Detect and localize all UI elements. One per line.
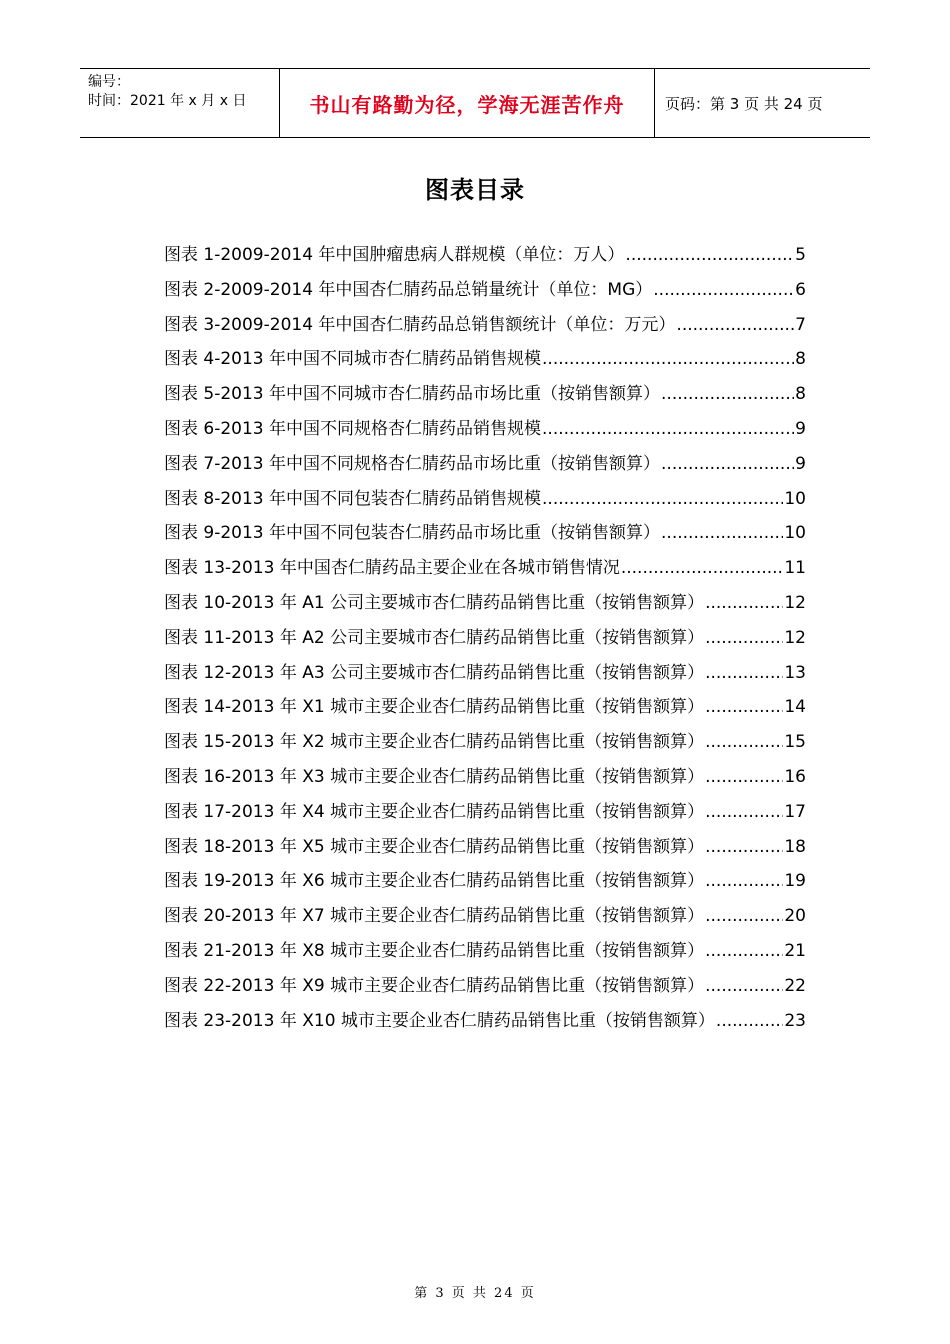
toc-entry-label: 图表 10-2013 年 A1 公司主要城市杏仁腈药品销售比重（按销售额算） bbox=[164, 592, 705, 613]
toc-entry[interactable] bbox=[164, 344, 806, 379]
toc-leader-dots bbox=[716, 1011, 783, 1031]
document-number: 编号： bbox=[88, 74, 130, 90]
header-page-info: 页码：第 3 页 共 24 页 bbox=[665, 94, 823, 113]
toc-entry-page: 10 bbox=[784, 488, 806, 509]
toc-entry-page: 20 bbox=[784, 906, 806, 927]
toc-entry-label: 图表 20-2013 年 X7 城市主要企业杏仁腈药品销售比重（按销售额算） bbox=[164, 906, 705, 927]
toc-entry-label: 图表 6-2013 年中国不同规格杏仁腈药品销售规模 bbox=[164, 418, 542, 439]
toc-entry-label: 图表 19-2013 年 X6 城市主要企业杏仁腈药品销售比重（按销售额算） bbox=[164, 871, 705, 892]
toc-leader-dots bbox=[625, 245, 794, 265]
toc-leader-dots bbox=[542, 419, 794, 439]
toc-entry[interactable] bbox=[164, 588, 806, 623]
toc-entry[interactable] bbox=[164, 832, 806, 867]
toc-leader-dots bbox=[653, 280, 794, 300]
toc-leader-dots bbox=[705, 732, 783, 752]
toc-entry-label: 图表 16-2013 年 X3 城市主要企业杏仁腈药品销售比重（按销售额算） bbox=[164, 766, 705, 787]
toc-entry[interactable] bbox=[164, 936, 806, 971]
page-title: 图表目录 bbox=[425, 176, 525, 204]
toc-entry[interactable] bbox=[164, 762, 806, 797]
toc-entry-label: 图表 13-2013 年中国杏仁腈药品主要企业在各城市销售情况 bbox=[164, 558, 620, 579]
toc-entry[interactable] bbox=[164, 797, 806, 832]
toc-entry-label: 图表 8-2013 年中国不同包装杏仁腈药品销售规模 bbox=[164, 488, 542, 509]
toc-entry-page: 23 bbox=[784, 1010, 806, 1031]
toc-entry-page: 15 bbox=[784, 732, 806, 753]
toc-entry-page: 14 bbox=[784, 697, 806, 718]
toc-entry[interactable] bbox=[164, 866, 806, 901]
toc-entry[interactable] bbox=[164, 971, 806, 1006]
toc-leader-dots bbox=[705, 871, 783, 891]
toc-leader-dots bbox=[705, 628, 783, 648]
toc-entry-page: 21 bbox=[784, 940, 806, 961]
toc-entry-page: 18 bbox=[784, 836, 806, 857]
toc-entry[interactable] bbox=[164, 692, 806, 727]
toc-entry-page: 10 bbox=[784, 523, 806, 544]
toc-leader-dots bbox=[705, 697, 783, 717]
toc-entry-page: 7 bbox=[795, 314, 806, 335]
toc-entry-page: 5 bbox=[795, 245, 806, 265]
document-date: 时间：2021 年 x 月 x 日 bbox=[88, 93, 247, 109]
toc-leader-dots bbox=[705, 593, 783, 613]
toc-entry[interactable] bbox=[164, 449, 806, 484]
toc-leader-dots bbox=[542, 349, 794, 369]
toc-entry-page: 12 bbox=[784, 627, 806, 648]
toc-entry[interactable] bbox=[164, 901, 806, 936]
toc-entry-label: 图表 23-2013 年 X10 城市主要企业杏仁腈药品销售比重（按销售额算） bbox=[164, 1010, 715, 1031]
toc-leader-dots bbox=[705, 976, 783, 996]
toc-entry-page: 9 bbox=[795, 418, 806, 439]
toc-leader-dots bbox=[705, 663, 783, 683]
toc-entry-page: 17 bbox=[784, 801, 806, 822]
toc-leader-dots bbox=[661, 454, 794, 474]
toc-entry-label: 图表 4-2013 年中国不同城市杏仁腈药品销售规模 bbox=[164, 349, 542, 370]
page-footer: 第 3 页 共 24 页 bbox=[414, 1286, 536, 1301]
toc-entry[interactable] bbox=[164, 553, 806, 588]
table-of-figures bbox=[164, 240, 806, 1040]
toc-entry-page: 6 bbox=[795, 279, 806, 300]
toc-entry-label: 图表 11-2013 年 A2 公司主要城市杏仁腈药品销售比重（按销售额算） bbox=[164, 627, 705, 648]
toc-leader-dots bbox=[621, 558, 784, 578]
toc-entry-page: 13 bbox=[784, 662, 806, 683]
toc-entry-page: 11 bbox=[784, 558, 806, 579]
toc-entry[interactable] bbox=[164, 623, 806, 658]
toc-entry-page: 19 bbox=[784, 871, 806, 892]
toc-entry-page: 22 bbox=[784, 975, 806, 996]
toc-entry[interactable] bbox=[164, 275, 806, 310]
toc-entry[interactable] bbox=[164, 310, 806, 345]
toc-leader-dots bbox=[661, 523, 783, 543]
toc-entry-label: 图表 1-2009-2014 年中国肿瘤患病人群规模（单位：万人） bbox=[164, 245, 625, 265]
toc-leader-dots bbox=[705, 906, 783, 926]
toc-entry-label: 图表 3-2009-2014 年中国杏仁腈药品总销售额统计（单位：万元） bbox=[164, 314, 676, 335]
toc-entry[interactable] bbox=[164, 727, 806, 762]
toc-entry-page: 8 bbox=[795, 349, 806, 370]
toc-leader-dots bbox=[705, 837, 783, 857]
toc-entry-label: 图表 18-2013 年 X5 城市主要企业杏仁腈药品销售比重（按销售额算） bbox=[164, 836, 705, 857]
toc-entry-label: 图表 22-2013 年 X9 城市主要企业杏仁腈药品销售比重（按销售额算） bbox=[164, 975, 705, 996]
toc-entry-page: 12 bbox=[784, 592, 806, 613]
toc-entry[interactable] bbox=[164, 1006, 806, 1041]
toc-entry[interactable] bbox=[164, 484, 806, 519]
toc-entry[interactable] bbox=[164, 658, 806, 693]
toc-entry[interactable] bbox=[164, 379, 806, 414]
header-slogan: 书山有路勤为径，学海无涯苦作舟 bbox=[280, 69, 655, 137]
toc-entry[interactable] bbox=[164, 518, 806, 553]
toc-entry-label: 图表 15-2013 年 X2 城市主要企业杏仁腈药品销售比重（按销售额算） bbox=[164, 732, 705, 753]
toc-entry-label: 图表 17-2013 年 X4 城市主要企业杏仁腈药品销售比重（按销售额算） bbox=[164, 801, 705, 822]
toc-entry-page: 16 bbox=[784, 766, 806, 787]
toc-entry-label: 图表 21-2013 年 X8 城市主要企业杏仁腈药品销售比重（按销售额算） bbox=[164, 940, 705, 961]
toc-entry-label: 图表 14-2013 年 X1 城市主要企业杏仁腈药品销售比重（按销售额算） bbox=[164, 697, 705, 718]
toc-entry[interactable] bbox=[164, 414, 806, 449]
toc-entry-label: 图表 12-2013 年 A3 公司主要城市杏仁腈药品销售比重（按销售额算） bbox=[164, 662, 705, 683]
toc-entry[interactable] bbox=[164, 240, 806, 275]
toc-entry-label: 图表 9-2013 年中国不同包装杏仁腈药品市场比重（按销售额算） bbox=[164, 523, 661, 544]
page-header bbox=[80, 68, 870, 138]
toc-entry-label: 图表 2-2009-2014 年中国杏仁腈药品总销量统计（单位：MG） bbox=[164, 279, 653, 300]
header-meta bbox=[80, 69, 280, 137]
toc-entry-label: 图表 7-2013 年中国不同规格杏仁腈药品市场比重（按销售额算） bbox=[164, 453, 661, 474]
toc-leader-dots bbox=[705, 941, 783, 961]
toc-entry-page: 9 bbox=[795, 453, 806, 474]
toc-leader-dots bbox=[705, 802, 783, 822]
toc-leader-dots bbox=[705, 767, 783, 787]
toc-entry-page: 8 bbox=[795, 384, 806, 405]
toc-leader-dots bbox=[676, 315, 794, 335]
toc-entry-label: 图表 5-2013 年中国不同城市杏仁腈药品市场比重（按销售额算） bbox=[164, 384, 661, 405]
toc-leader-dots bbox=[542, 489, 783, 509]
toc-leader-dots bbox=[661, 384, 794, 404]
